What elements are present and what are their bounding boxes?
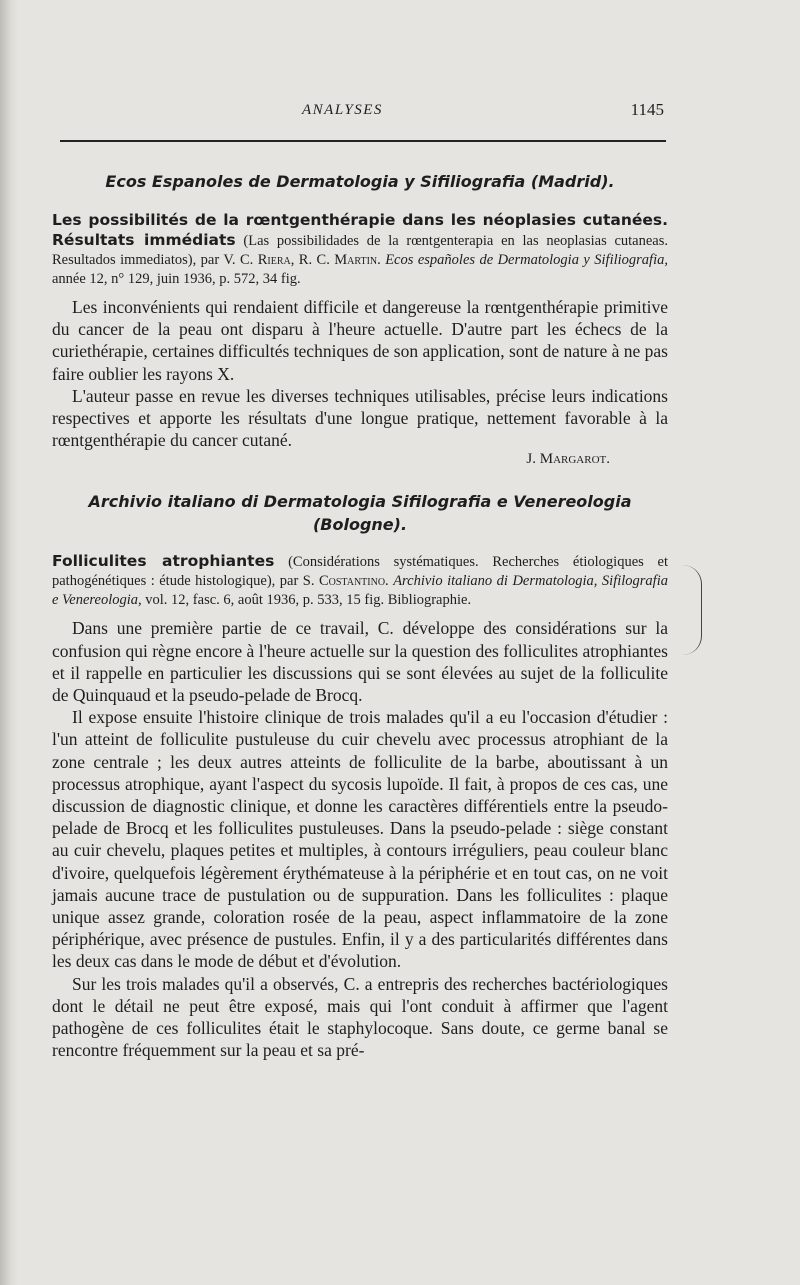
margin-bracket-mark	[683, 565, 702, 655]
citation-text-2b: vol. 12, fasc. 6, août 1936, p. 533, 15 fig. Bibliographie.	[145, 592, 472, 609]
citation-text-1a: (Las possibilidades de la rœntgenterapia en las neoplasias cutaneas. Resultados immediatos), par V. C.	[52, 233, 668, 268]
paragraph: Sur les trois malades qu'il a observés, C. a entrepris des recherches bactériologiques dont le détail ne peut être exposé, mais qui l'ont conduit à affirmer que l'agent pathogène de ces folliculites était le staphylocoque. Sans doute, ce germe banal se rencontre fréquemment sur la peau et sa pré-	[52, 973, 668, 1061]
citation-text-1b: année 12, n° 129, juin 1936, p. 572, 34 fig.	[52, 271, 301, 287]
article-title-1: Les possibilités de la rœntgenthérapie dans les néoplasies cutanées. Résultats immédiats	[52, 211, 668, 249]
citation-authors-1: Riera, R. C. Martin.	[257, 252, 381, 268]
page-shadow-edge	[0, 0, 18, 1285]
article-header-1	[52, 211, 668, 289]
signature: J. Margarot.	[526, 451, 610, 468]
citation-journal-2: Archivio italiano di Dermatologia, Sifilografia e Venereologia,	[52, 573, 668, 609]
running-head	[52, 98, 668, 128]
journal-heading-2-line1: Archivio italiano di Dermatologia Sifilografia e Venereologia	[88, 492, 632, 512]
article-body-2	[52, 617, 668, 1061]
paragraph: Dans une première partie de ce travail, C. développe des considérations sur la confusion qui règne encore à l'heure actuelle sur la question des folliculites atrophiantes et il rappelle en particulier les discussions qui se sont élevées au sujet de la folliculite de Quinquaud et la pseudo-pelade de Brocq.	[52, 618, 668, 706]
article-header-2	[52, 552, 668, 610]
citation-authors-2: Costantino.	[318, 573, 389, 590]
article-title-2: Folliculites atrophiantes	[52, 552, 275, 571]
citation-text-2a: (Considérations systématiques. Recherches étiologiques et pathogénétiques : étude histologique), par S.	[52, 554, 669, 590]
paragraph: Il expose ensuite l'histoire clinique de trois malades qu'il a eu l'occasion d'étudier : l'un atteint de folliculite pustuleuse du cuir chevelu avec processus atrophiant de la zone centrale ; les deux autres atteints de folliculite de la barbe, aboutissant à un processus atrophique, ayant l'aspect du sycosis lupoïde. Il fait, à propos de ces cas, une discussion de diagnostic clinique, et donne les caractères différentiels entre la pseudo-pelade de Brocq et les folliculites pustuleuses. Dans la pseudo-pelade : siège constant au cuir chevelu, plaques petites et multiples, à contours irréguliers, peau couleur blanc d'ivoire, quelquefois légèrement érythémateuse à la périphérie et en tout cas, on ne voit jamais aucune trace de pustulation ou de suppuration. Dans les folliculites : plaque unique assez grande, coloration rosée de la peau, aspect inflammatoire de la zone périphérique, avec présence de pustules. Enfin, il y a des particularités différentes dans les deux cas dans le mode de début et d'évolution.	[52, 707, 668, 972]
document-page	[52, 98, 668, 1061]
header-rule	[60, 140, 666, 142]
page-number: 1145	[630, 100, 664, 119]
paragraph: Les inconvénients qui rendaient difficile et dangereuse la rœntgenthérapie primitive du cancer de la peau ont disparu à l'heure actuelle. D'autre part les échecs de la curiethérapie, certaines difficultés techniques de son application, sont de nature à ne pas faire oublier les rayons X.	[52, 297, 668, 384]
paragraph: L'auteur passe en revue les diverses techniques utilisables, précise leurs indications respectives et apporte les résultats d'une longue pratique, nettement favorable à la rœntgenthérapie du cancer cutané.	[52, 385, 668, 451]
journal-heading-1: Ecos Espanoles de Dermatologia y Sifiliografia (Madrid).	[105, 172, 615, 191]
journal-heading-2-line2: (Bologne).	[312, 515, 408, 535]
journal-heading-2	[52, 490, 668, 536]
citation-journal-1: Ecos españoles de Dermatologia y Sifiliografia,	[385, 252, 668, 268]
running-head-title: ANALYSES	[302, 102, 383, 118]
article-body-1	[52, 296, 668, 451]
